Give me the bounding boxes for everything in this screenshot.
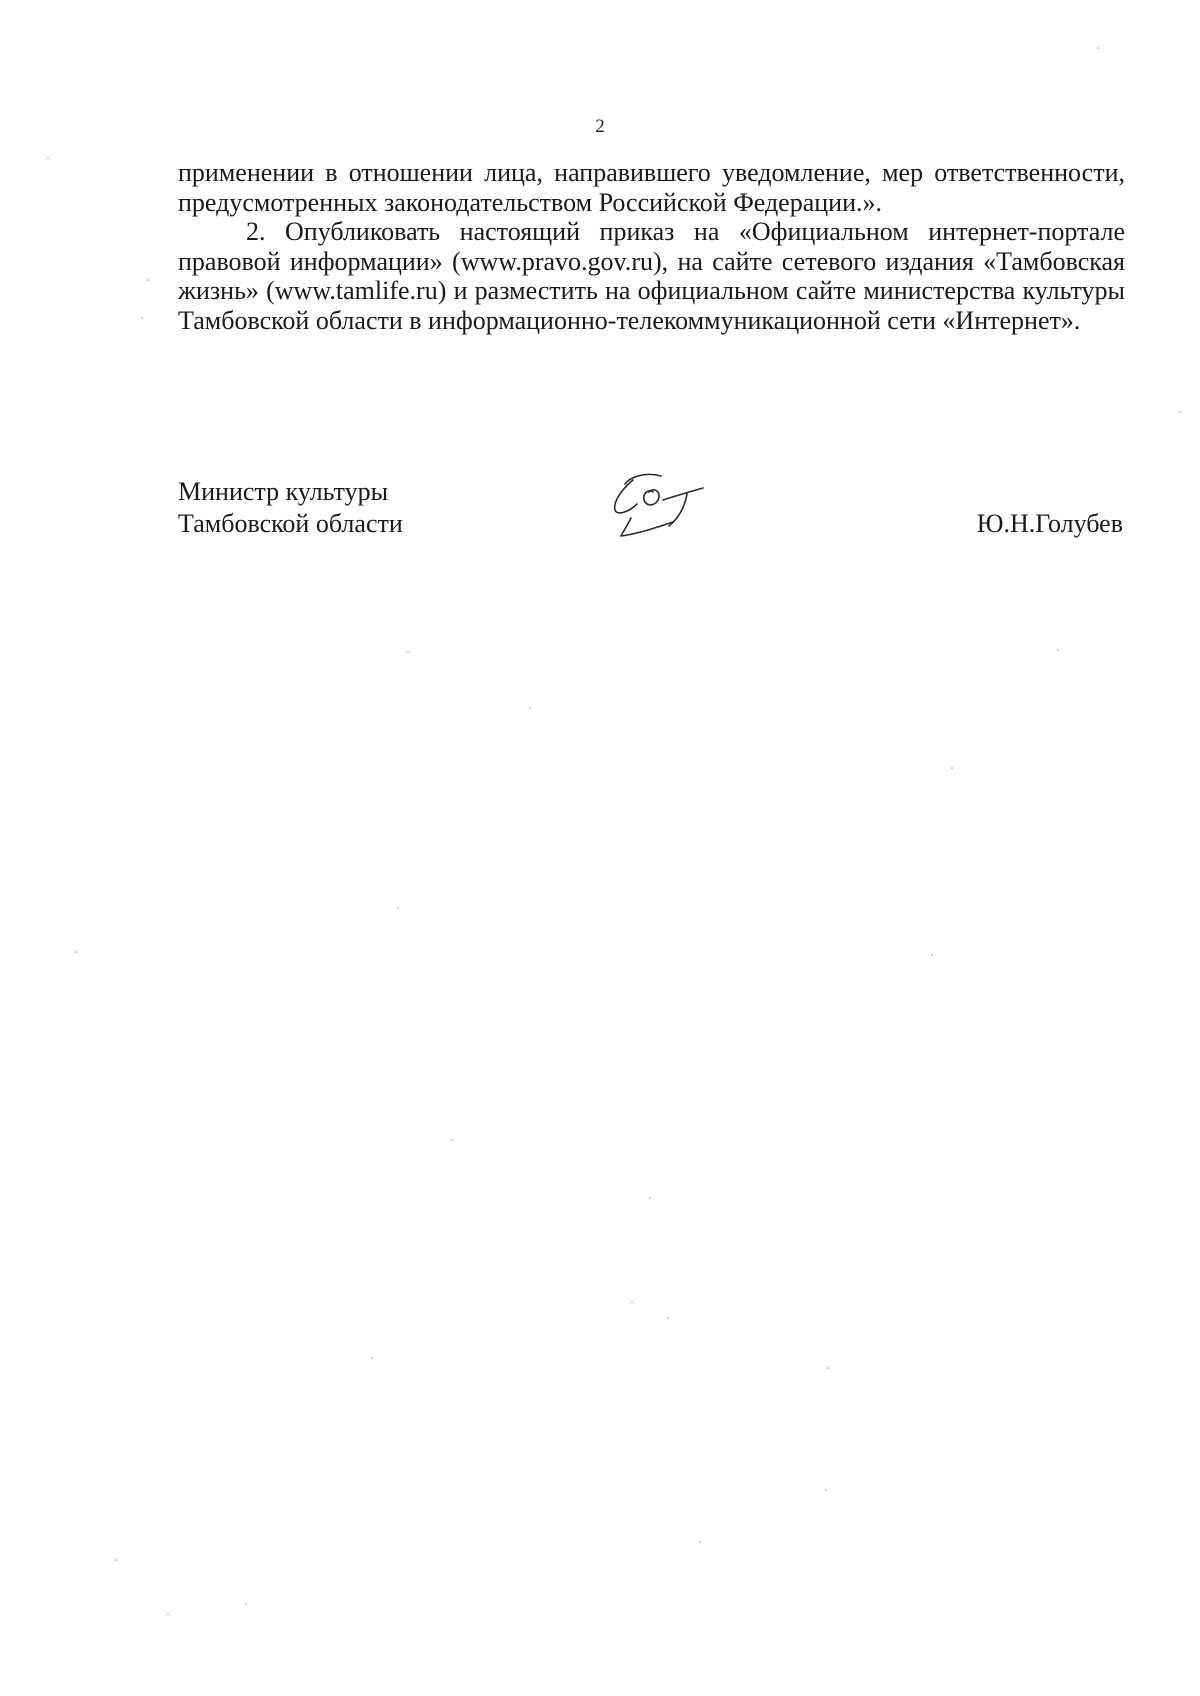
signatory-title [178, 476, 403, 540]
handwritten-signature [603, 466, 713, 546]
document-body [178, 158, 1125, 335]
signature-block [178, 476, 1125, 566]
signatory-title-line-1: Министр культуры [178, 477, 389, 506]
paragraph-publication-order: 2. Опубликовать настоящий приказ на «Официальном интернет-портале правовой информации» (www.pravo.gov.ru), на сайте сетевого издания «Тамбовская жизнь» (www.tamlife.ru) и разместить на официальном сайте министерства культуры Тамбовской области в информационно-телекоммуникационной сети «Интернет». [178, 217, 1125, 335]
signatory-name: Ю.Н.Голубев [976, 509, 1123, 538]
page-number: 2 [595, 116, 605, 137]
signatory-title-line-2: Тамбовской области [178, 509, 403, 538]
paragraph-continuation: применении в отношении лица, направившего уведомление, мер ответственности, предусмотренных законодательством Российской Федерации.». [178, 158, 1125, 217]
